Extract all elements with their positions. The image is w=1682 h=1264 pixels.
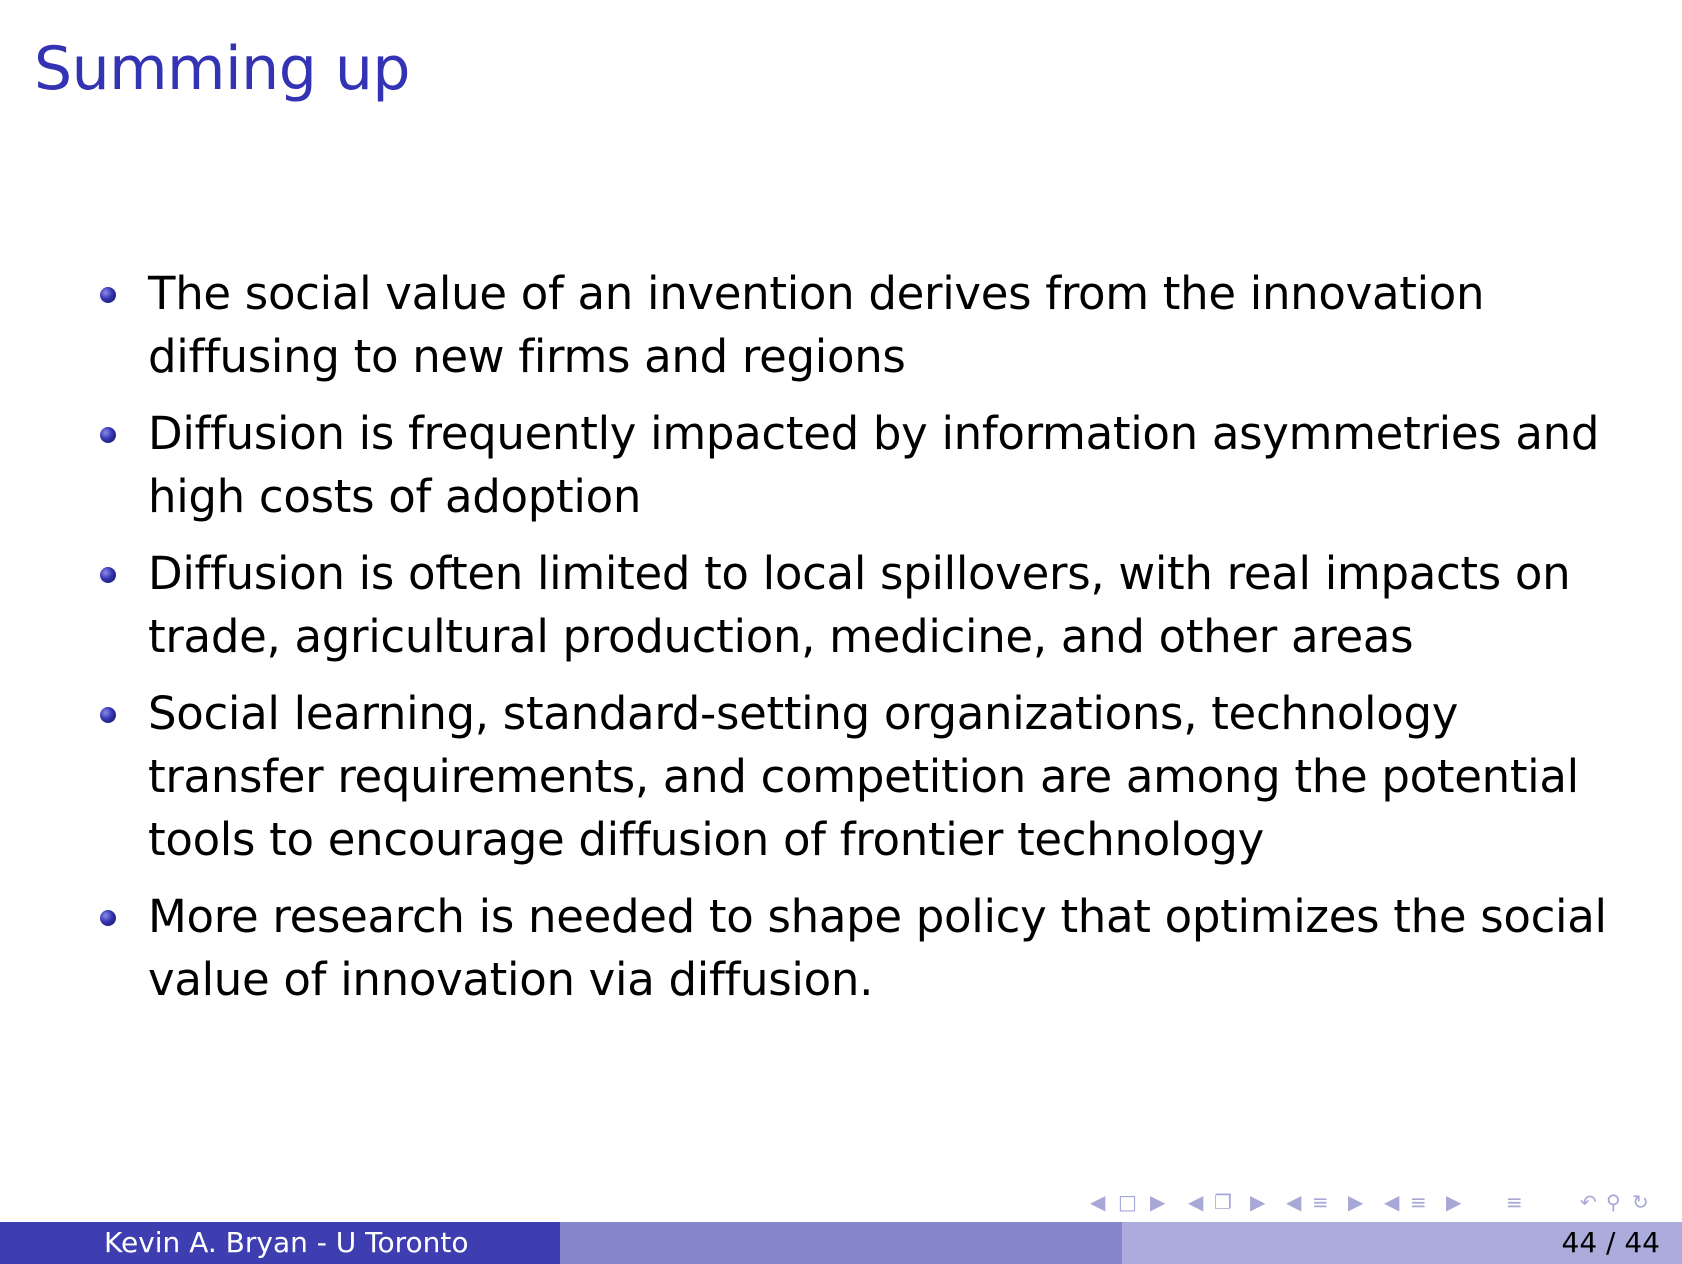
frame-icon[interactable]: □ [1118,1190,1137,1214]
subsection-icon[interactable]: ❐ [1214,1190,1232,1214]
back-icon[interactable]: ↶ [1580,1190,1597,1214]
bullet-icon [100,287,116,303]
toc-icon[interactable]: ≡ [1410,1190,1427,1214]
prev-toc-arrow-icon[interactable]: ◀ [1384,1190,1400,1214]
footer-title-section [560,1222,1122,1264]
bullet-icon [100,910,116,926]
next-toc-arrow-icon[interactable]: ▶ [1446,1190,1462,1214]
footer-page-number: 44 / 44 [1122,1222,1682,1264]
prev-section-arrow-icon[interactable]: ◀ [1286,1190,1302,1214]
bullet-item [100,542,1640,668]
footer-author: Kevin A. Bryan - U Toronto [0,1222,560,1264]
bullet-item [100,262,1640,388]
beamer-navigation-bar [1090,1188,1670,1216]
slide-title: Summing up [34,34,410,104]
bullet-icon [100,567,116,583]
next-section-arrow-icon[interactable]: ▶ [1348,1190,1364,1214]
bullet-item [100,885,1640,1011]
next-subsection-arrow-icon[interactable]: ▶ [1250,1190,1266,1214]
section-icon[interactable]: ≡ [1312,1190,1329,1214]
footer-bar [0,1222,1682,1264]
bullet-text: Social learning, standard-setting organizations, technology transfer requirements, and competition are among the potential tools to encourage diffusion of frontier technology [148,687,1579,866]
prev-subsection-arrow-icon[interactable]: ◀ [1188,1190,1204,1214]
forward-icon[interactable]: ↻ [1632,1190,1649,1214]
bullet-text: Diffusion is frequently impacted by information asymmetries and high costs of adoption [148,407,1600,523]
bullet-text: The social value of an invention derives from the innovation diffusing to new firms and regions [148,267,1485,383]
bullet-item [100,682,1640,871]
search-icon[interactable]: ⚲ [1606,1190,1621,1214]
prev-frame-arrow-icon[interactable]: ◀ [1090,1190,1106,1214]
bullet-list [100,262,1640,1025]
document-icon[interactable]: ≡ [1506,1190,1523,1214]
bullet-item [100,402,1640,528]
bullet-icon [100,427,116,443]
bullet-text: Diffusion is often limited to local spillovers, with real impacts on trade, agricultural production, medicine, and other areas [148,547,1571,663]
bullet-icon [100,707,116,723]
next-frame-arrow-icon[interactable]: ▶ [1150,1190,1166,1214]
bullet-text: More research is needed to shape policy that optimizes the social value of innovation via diffusion. [148,890,1607,1006]
